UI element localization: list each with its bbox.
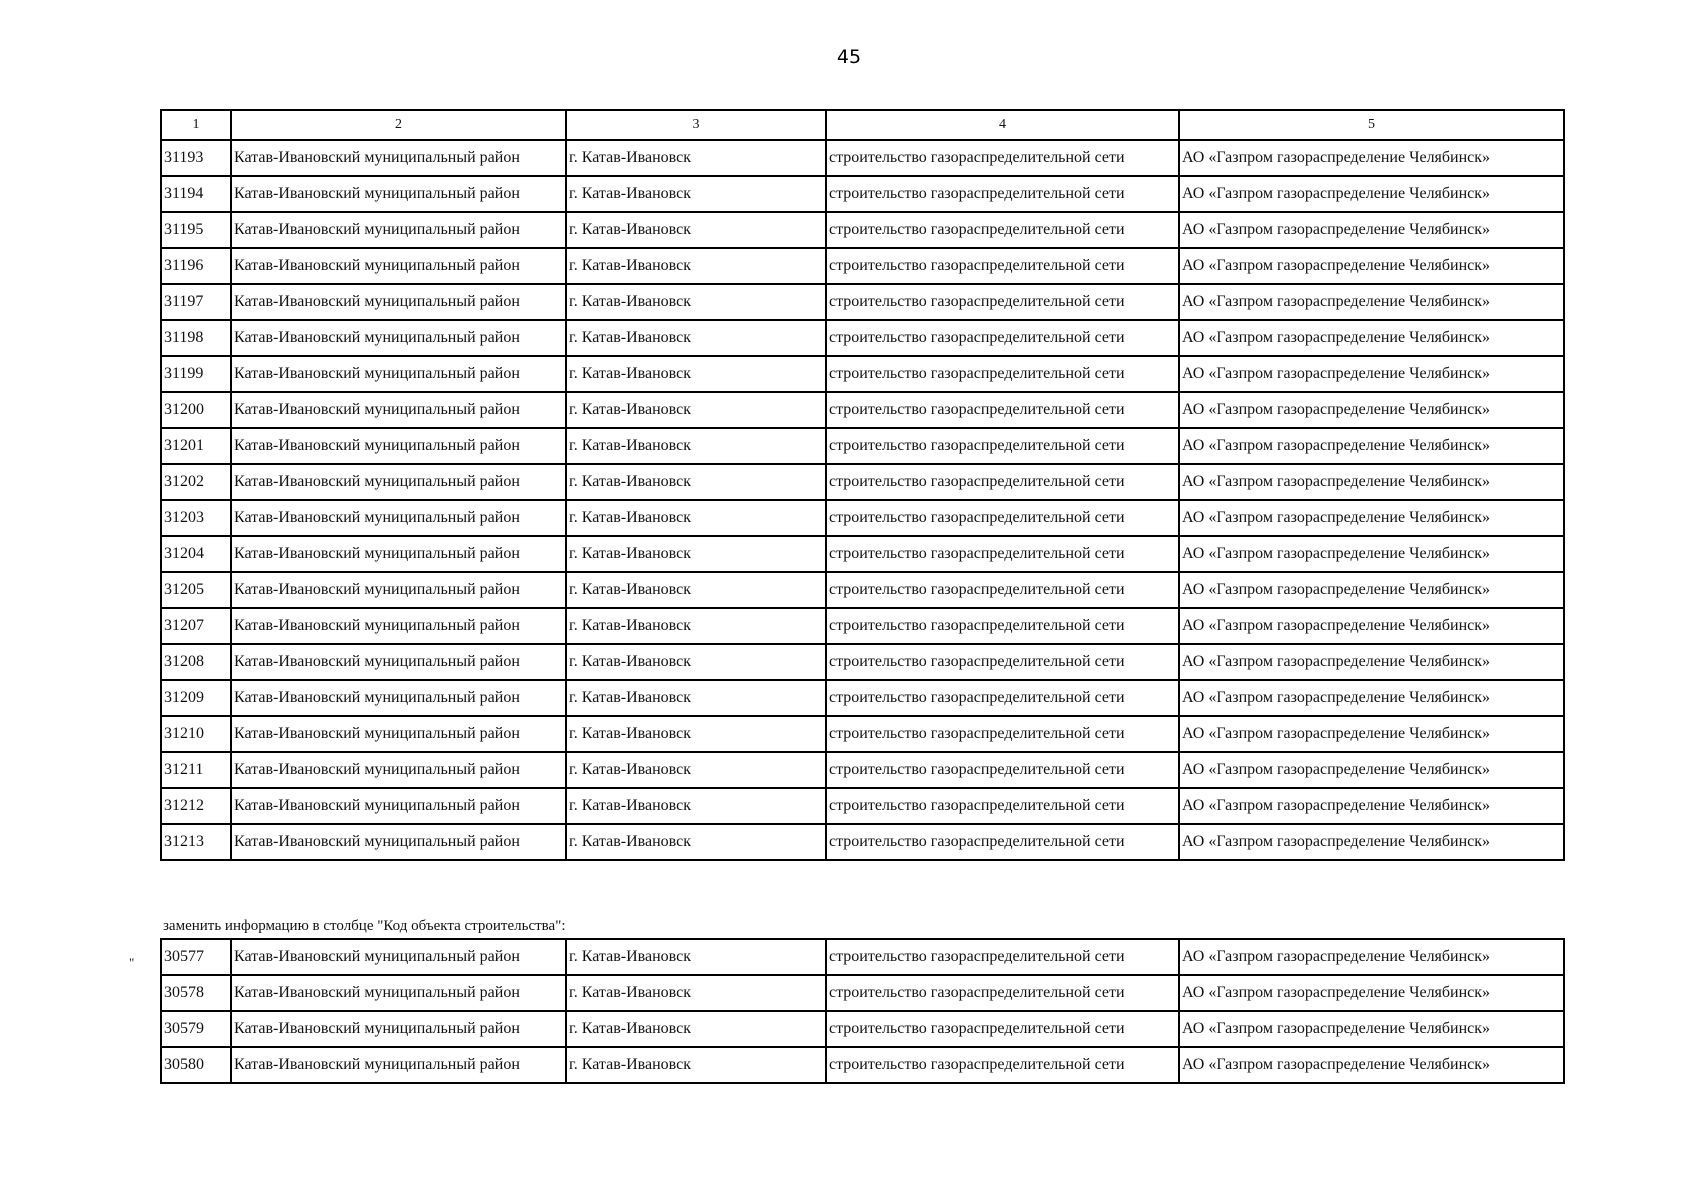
organization-cell: АО «Газпром газораспределение Челябинск» [1179,248,1564,284]
table-row [161,680,1564,716]
organization-cell: АО «Газпром газораспределение Челябинск» [1179,284,1564,320]
object-code-cell: 31202 [161,464,231,500]
work-type-cell: строительство газораспределительной сети [826,356,1179,392]
district-cell: Катав-Ивановский муниципальный район [231,939,566,975]
table-row [161,500,1564,536]
locality-cell: г. Катав-Ивановск [566,392,826,428]
organization-cell: АО «Газпром газораспределение Челябинск» [1179,464,1564,500]
object-code-cell: 31205 [161,572,231,608]
locality-cell: г. Катав-Ивановск [566,428,826,464]
work-type-cell: строительство газораспределительной сети [826,824,1179,860]
table-row [161,824,1564,860]
table-row [161,428,1564,464]
locality-cell: г. Катав-Ивановск [566,212,826,248]
locality-cell: г. Катав-Ивановск [566,788,826,824]
object-code-cell: 31198 [161,320,231,356]
work-type-cell: строительство газораспределительной сети [826,392,1179,428]
locality-cell: г. Катав-Ивановск [566,716,826,752]
organization-cell: АО «Газпром газораспределение Челябинск» [1179,716,1564,752]
district-cell: Катав-Ивановский муниципальный район [231,536,566,572]
work-type-cell: строительство газораспределительной сети [826,752,1179,788]
organization-cell: АО «Газпром газораспределение Челябинск» [1179,536,1564,572]
locality-cell: г. Катав-Ивановск [566,752,826,788]
object-code-cell: 31211 [161,752,231,788]
table-row [161,140,1564,176]
work-type-cell: строительство газораспределительной сети [826,140,1179,176]
locality-cell: г. Катав-Ивановск [566,176,826,212]
locality-cell: г. Катав-Ивановск [566,464,826,500]
organization-cell: АО «Газпром газораспределение Челябинск» [1179,680,1564,716]
organization-cell: АО «Газпром газораспределение Челябинск» [1179,140,1564,176]
locality-cell: г. Катав-Ивановск [566,608,826,644]
work-type-cell: строительство газораспределительной сети [826,176,1179,212]
district-cell: Катав-Ивановский муниципальный район [231,284,566,320]
organization-cell: АО «Газпром газораспределение Челябинск» [1179,1011,1564,1047]
object-code-cell: 31201 [161,428,231,464]
district-cell: Катав-Ивановский муниципальный район [231,716,566,752]
quote-mark: " [129,955,135,970]
work-type-cell: строительство газораспределительной сети [826,644,1179,680]
table-row [161,284,1564,320]
organization-cell: АО «Газпром газораспределение Челябинск» [1179,788,1564,824]
locality-cell: г. Катав-Ивановск [566,500,826,536]
work-type-cell: строительство газораспределительной сети [826,248,1179,284]
table-row [161,716,1564,752]
organization-cell: АО «Газпром газораспределение Челябинск» [1179,1047,1564,1083]
district-cell: Катав-Ивановский муниципальный район [231,464,566,500]
organization-cell: АО «Газпром газораспределение Челябинск» [1179,644,1564,680]
district-cell: Катав-Ивановский муниципальный район [231,212,566,248]
object-code-cell: 31204 [161,536,231,572]
object-code-cell: 30577 [161,939,231,975]
locality-cell: г. Катав-Ивановск [566,356,826,392]
locality-cell: г. Катав-Ивановск [566,140,826,176]
work-type-cell: строительство газораспределительной сети [826,212,1179,248]
district-cell: Катав-Ивановский муниципальный район [231,824,566,860]
work-type-cell: строительство газораспределительной сети [826,680,1179,716]
work-type-cell: строительство газораспределительной сети [826,1047,1179,1083]
district-cell: Катав-Ивановский муниципальный район [231,392,566,428]
object-code-cell: 31213 [161,824,231,860]
object-code-cell: 31210 [161,716,231,752]
table-row [161,572,1564,608]
district-cell: Катав-Ивановский муниципальный район [231,140,566,176]
district-cell: Катав-Ивановский муниципальный район [231,644,566,680]
table-row [161,212,1564,248]
organization-cell: АО «Газпром газораспределение Челябинск» [1179,608,1564,644]
district-cell: Катав-Ивановский муниципальный район [231,1011,566,1047]
district-cell: Катав-Ивановский муниципальный район [231,176,566,212]
work-type-cell: строительство газораспределительной сети [826,608,1179,644]
table-row [161,975,1564,1011]
district-cell: Катав-Ивановский муниципальный район [231,1047,566,1083]
locality-cell: г. Катав-Ивановск [566,536,826,572]
table-row [161,536,1564,572]
district-cell: Катав-Ивановский муниципальный район [231,572,566,608]
organization-cell: АО «Газпром газораспределение Челябинск» [1179,975,1564,1011]
work-type-cell: строительство газораспределительной сети [826,1011,1179,1047]
table-row [161,1047,1564,1083]
object-code-cell: 30579 [161,1011,231,1047]
table-row [161,320,1564,356]
object-code-cell: 31194 [161,176,231,212]
object-code-cell: 31196 [161,248,231,284]
object-code-cell: 31207 [161,608,231,644]
work-type-cell: строительство газораспределительной сети [826,939,1179,975]
district-cell: Катав-Ивановский муниципальный район [231,320,566,356]
table-row [161,788,1564,824]
object-code-cell: 31197 [161,284,231,320]
column-header: 5 [1179,110,1564,140]
locality-cell: г. Катав-Ивановск [566,284,826,320]
table-row [161,1011,1564,1047]
table-header-row [161,110,1564,140]
object-code-cell: 31209 [161,680,231,716]
table-row [161,176,1564,212]
object-code-cell: 31208 [161,644,231,680]
work-type-cell: строительство газораспределительной сети [826,536,1179,572]
replacement-note: заменить информацию в столбце "Код объекта строительства": [163,918,566,934]
object-code-cell: 31199 [161,356,231,392]
organization-cell: АО «Газпром газораспределение Челябинск» [1179,392,1564,428]
district-cell: Катав-Ивановский муниципальный район [231,752,566,788]
work-type-cell: строительство газораспределительной сети [826,716,1179,752]
district-cell: Катав-Ивановский муниципальный район [231,356,566,392]
table-row [161,939,1564,975]
work-type-cell: строительство газораспределительной сети [826,320,1179,356]
object-code-cell: 30578 [161,975,231,1011]
organization-cell: АО «Газпром газораспределение Челябинск» [1179,356,1564,392]
district-cell: Катав-Ивановский муниципальный район [231,975,566,1011]
object-code-cell: 31203 [161,500,231,536]
organization-cell: АО «Газпром газораспределение Челябинск» [1179,176,1564,212]
locality-cell: г. Катав-Ивановск [566,1011,826,1047]
district-cell: Катав-Ивановский муниципальный район [231,608,566,644]
table-row [161,356,1564,392]
locality-cell: г. Катав-Ивановск [566,1047,826,1083]
table-row [161,644,1564,680]
work-type-cell: строительство газораспределительной сети [826,500,1179,536]
work-type-cell: строительство газораспределительной сети [826,464,1179,500]
district-cell: Катав-Ивановский муниципальный район [231,680,566,716]
column-header: 2 [231,110,566,140]
objects-table [160,109,1565,861]
column-header: 1 [161,110,231,140]
work-type-cell: строительство газораспределительной сети [826,572,1179,608]
work-type-cell: строительство газораспределительной сети [826,975,1179,1011]
locality-cell: г. Катав-Ивановск [566,824,826,860]
work-type-cell: строительство газораспределительной сети [826,788,1179,824]
district-cell: Катав-Ивановский муниципальный район [231,428,566,464]
locality-cell: г. Катав-Ивановск [566,939,826,975]
table-row [161,248,1564,284]
table-row [161,392,1564,428]
district-cell: Катав-Ивановский муниципальный район [231,248,566,284]
organization-cell: АО «Газпром газораспределение Челябинск» [1179,500,1564,536]
locality-cell: г. Катав-Ивановск [566,320,826,356]
object-code-cell: 31212 [161,788,231,824]
organization-cell: АО «Газпром газораспределение Челябинск» [1179,572,1564,608]
locality-cell: г. Катав-Ивановск [566,680,826,716]
object-code-cell: 31195 [161,212,231,248]
column-header: 3 [566,110,826,140]
district-cell: Катав-Ивановский муниципальный район [231,788,566,824]
locality-cell: г. Катав-Ивановск [566,644,826,680]
replacement-table [160,938,1565,1084]
organization-cell: АО «Газпром газораспределение Челябинск» [1179,320,1564,356]
locality-cell: г. Катав-Ивановск [566,975,826,1011]
page-number: 45 [836,46,862,68]
work-type-cell: строительство газораспределительной сети [826,428,1179,464]
object-code-cell: 31193 [161,140,231,176]
table-row [161,752,1564,788]
organization-cell: АО «Газпром газораспределение Челябинск» [1179,939,1564,975]
column-header: 4 [826,110,1179,140]
organization-cell: АО «Газпром газораспределение Челябинск» [1179,428,1564,464]
work-type-cell: строительство газораспределительной сети [826,284,1179,320]
object-code-cell: 30580 [161,1047,231,1083]
organization-cell: АО «Газпром газораспределение Челябинск» [1179,824,1564,860]
table-row [161,608,1564,644]
locality-cell: г. Катав-Ивановск [566,248,826,284]
district-cell: Катав-Ивановский муниципальный район [231,500,566,536]
table-row [161,464,1564,500]
locality-cell: г. Катав-Ивановск [566,572,826,608]
object-code-cell: 31200 [161,392,231,428]
organization-cell: АО «Газпром газораспределение Челябинск» [1179,752,1564,788]
organization-cell: АО «Газпром газораспределение Челябинск» [1179,212,1564,248]
